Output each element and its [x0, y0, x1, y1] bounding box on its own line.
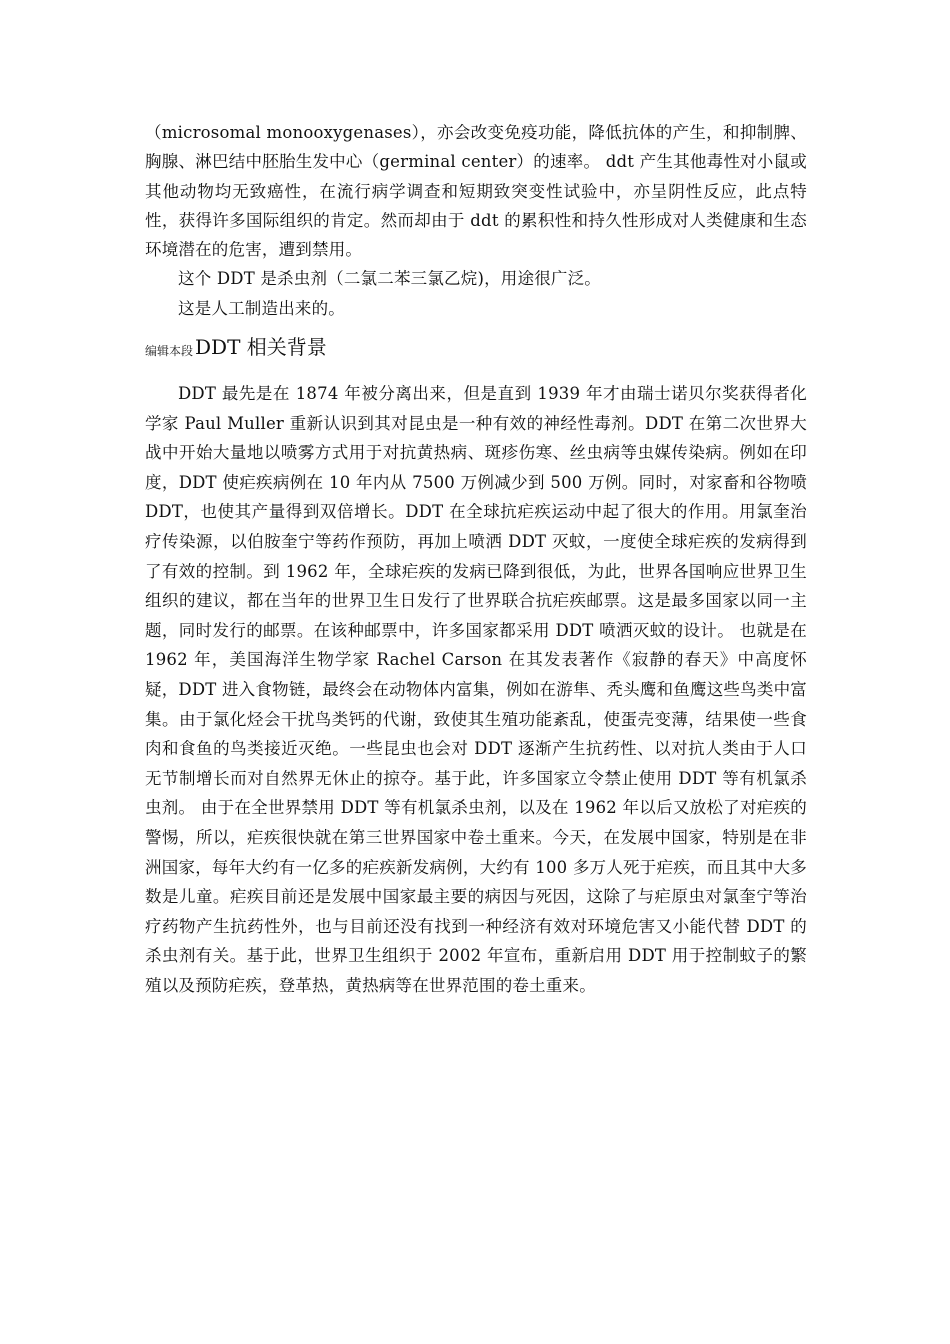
- edit-section-link[interactable]: 编辑本段: [145, 344, 194, 359]
- paragraph-background: DDT 最先是在 1874 年被分离出来，但是直到 1939 年才由瑞士诺贝尔奖获得者化学家 Paul Muller 重新认识到其对昆虫是一种有效的神经性毒剂。DDT 在第二次世界大战中开始大量地以喷雾方式用于对抗黄热病、斑疹伤寒、丝虫病等虫媒传染病。例如在印度，DDT 使疟疾病例在 10 年内从 7500 万例减少到 500 万例。同时，对家畜和谷物喷 DDT，也使其产量得到双倍增长。DDT 在全球抗疟疾运动中起了很大的作用。用氯奎治疗传染源，以伯胺奎宁等药作预防，再加上喷洒 DDT 灭蚊，一度使全球疟疾的发病得到了有效的控制。到 1962 年，全球疟疾的发病已降到很低，为此，世界各国响应世界卫生组织的建议，都在当年的世界卫生日发行了世界联合抗疟疾邮票。这是最多国家以同一主题，同时发行的邮票。在该种邮票中，许多国家都采用 DDT 喷洒灭蚊的设计。 也就是在 1962 年，美国海洋生物学家 Rachel Carson 在其发表著作《寂静的春天》中高度怀疑，DDT 进入食物链，最终会在动物体内富集，例如在游隼、秃头鹰和鱼鹰这些鸟类中富集。由于氯化烃会干扰鸟类钙的代谢，致使其生殖功能紊乱，使蛋壳变薄，结果使一些食肉和食鱼的鸟类接近灭绝。一些昆虫也会对 DDT 逐渐产生抗药性、以对抗人类由于人口无节制增长而对自然界无休止的掠夺。基于此，许多国家立令禁止使用 DDT 等有机氯杀虫剂。 由于在全世界禁用 DDT 等有机氯杀虫剂，以及在 1962 年以后又放松了对疟疾的警惕，所以，疟疾很快就在第三世界国家中卷土重来。今天，在发展中国家，特别是在非洲国家，每年大约有一亿多的疟疾新发病例，大约有 100 多万人死于疟疾，而且其中大多数是儿童。疟疾目前还是发展中国家最主要的病因与死因，这除了与疟原虫对氯奎宁等治疗药物产生抗药性外，也与目前还没有找到一种经济有效对环境危害又小能代替 DDT 的杀虫剂有关。基于此，世界卫生组织于 2002 年宣布，重新启用 DDT 用于控制蚊子的繁殖以及预防疟疾，登革热，黄热病等在世界范围的卷土重来。: [145, 384, 807, 995]
- section-heading: [145, 333, 807, 361]
- paragraph-ddt-definition: 这个 DDT 是杀虫剂（二氯二苯三氯乙烷)，用途很广泛。: [178, 269, 601, 289]
- paragraph-immunity: （microsomal monooxygenases），亦会改变免疫功能，降低抗体的产生，和抑制脾、胸腺、淋巴结中胚胎生发中心（germinal center）的速率。 ddt 产生其他毒性对小鼠或其他动物均无致癌性，在流行病学调查和短期致突变性试验中，亦呈阴性反应，此点特性，获得许多国际组织的肯定。然而却由于 ddt 的累积性和持久性形成对人类健康和生态环境潜在的危害，遭到禁用。: [145, 123, 807, 260]
- section-title: DDT 相关背景: [195, 335, 327, 360]
- document-page: [145, 118, 807, 1001]
- paragraph-man-made: 这是人工制造出来的。: [178, 298, 345, 318]
